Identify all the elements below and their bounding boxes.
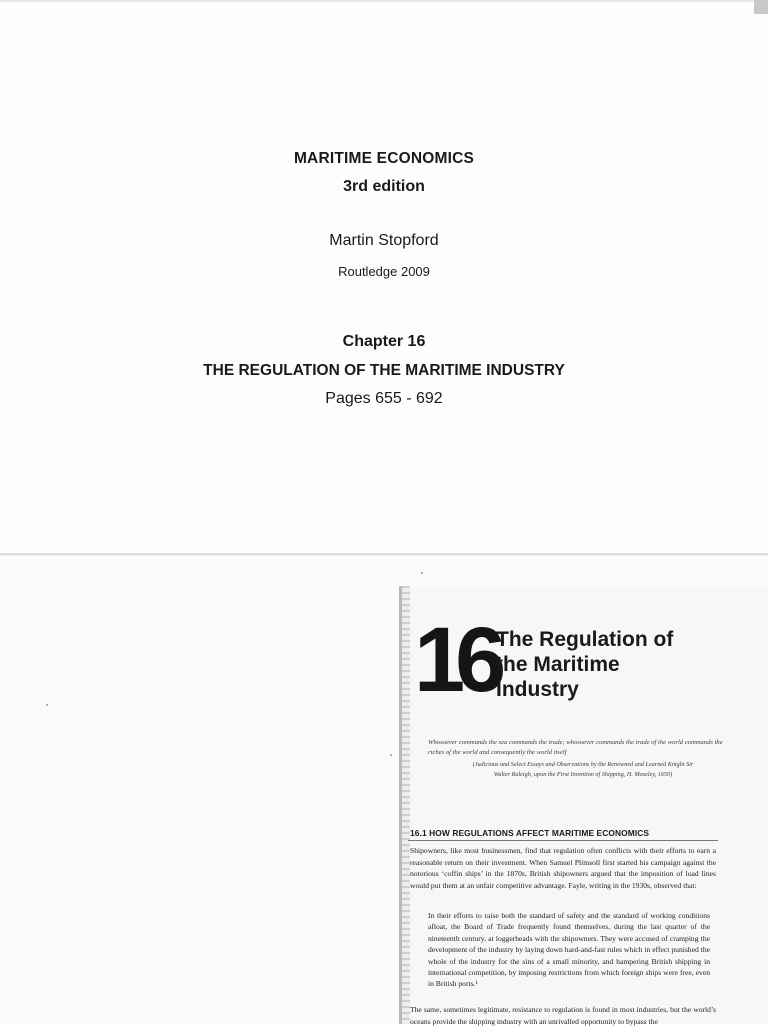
chapter-heading-line: Industry — [496, 678, 579, 701]
page-spine — [402, 586, 410, 1024]
scan-speck — [421, 572, 423, 574]
book-author: Martin Stopford — [329, 232, 439, 249]
page-corner — [754, 0, 768, 14]
body-paragraph: The same, sometimes legitimate, resistance to regulation is found in most industries, but the world’s oceans provide the shipping industry with an unrivalled opportunity to bypass the — [410, 1005, 716, 1026]
top-edge — [0, 0, 768, 2]
chapter-heading — [496, 627, 756, 702]
book-title: MARITIME ECONOMICS — [293, 150, 475, 167]
body-paragraph: Shipowners, like most businessmen, find that regulation often conflicts with their efforts to earn a reasonable return on their investment. When Samuel Plimsoll first started his campaign against the notorious ‘coffin ships’ in the 1870s, British shipowners argued that the imposition of load lines would put them at an unfair competitive advantage. Fayle, writing in the 1930s, observed that: — [410, 846, 716, 890]
section-rule — [408, 840, 718, 841]
attribution-line: (Judicious and Select Essays and Observations by the Renowned and Learned Knight Sir — [472, 761, 694, 768]
chapter-heading-line: the Maritime — [496, 653, 620, 676]
epigraph: Whosoever commands the sea commands the trade; whosoever commands the trade of the world commands the riches of the world and consequently the world itself — [428, 739, 723, 756]
book-edition: 3rd edition — [343, 178, 425, 195]
page-divider — [0, 553, 768, 556]
scan-speck — [46, 704, 48, 706]
section-heading: 16.1 HOW REGULATIONS AFFECT MARITIME ECONOMICS — [410, 828, 650, 838]
chapter-number: 16 — [414, 609, 497, 711]
epigraph-attribution — [438, 760, 728, 779]
book-publisher: Routledge 2009 — [338, 264, 430, 279]
chapter-title: THE REGULATION OF THE MARITIME INDUSTRY — [203, 362, 565, 379]
scan-speck — [390, 754, 392, 756]
chapter-heading-line: The Regulation of — [496, 628, 674, 651]
chapter-label: Chapter 16 — [342, 333, 426, 350]
attribution-line: Walter Raleigh, upon the First Invention of Shipping, H. Moseley, 1650) — [493, 770, 673, 778]
block-quote: In their efforts to raise both the standard of safety and the standard of working conditions afloat, the Board of Trade frequently found themselves, during the last quarter of the nineteenth century, at loggerheads with the shipowners. They were accused of cramping the development of the industry by laying down hard-and-fast rules which in effect punished the whole of the industry for the sins of a small minority, and hampering British shipping in international competition, by imposing restrictions from which foreign ships were free, even in British ports.¹ — [428, 911, 710, 989]
page-range: Pages 655 - 692 — [325, 390, 443, 407]
